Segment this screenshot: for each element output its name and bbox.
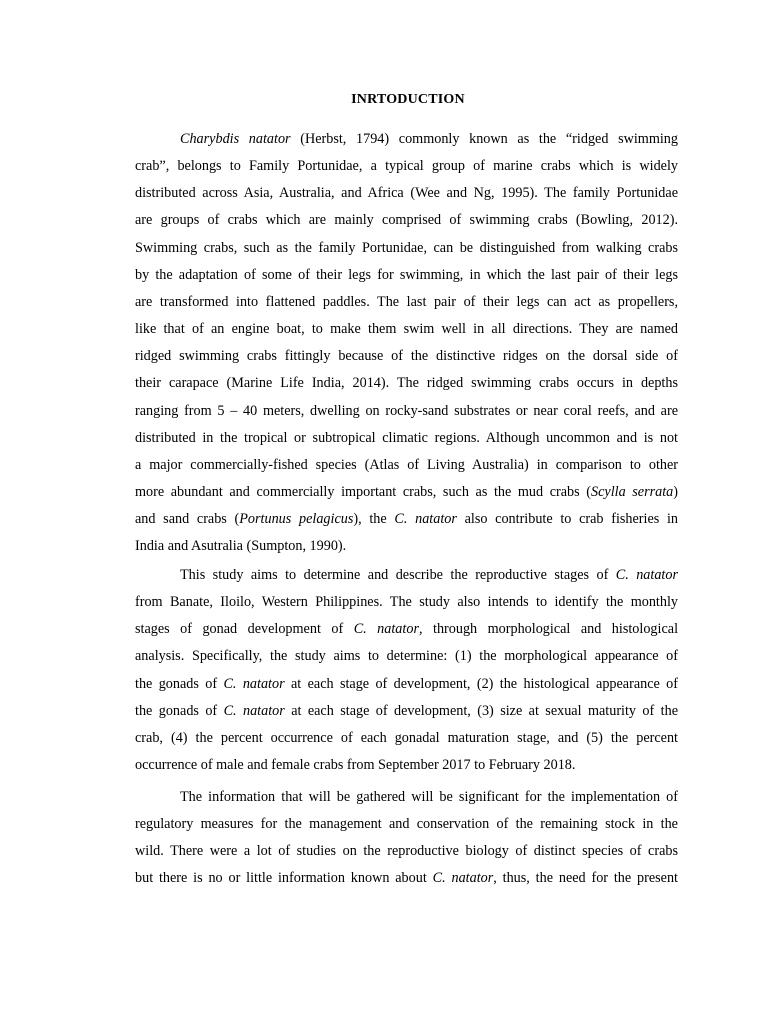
italic-species-name: C. natator [223, 675, 285, 692]
paragraph-2-line: analysis. Specifically, the study aims to determine: (1) the morphological appearance of [135, 648, 678, 665]
paragraph-2-line: the gonads of C. natator at each stage of development, (2) the histological appearance of [135, 675, 678, 692]
paragraph-2-line: the gonads of C. natator at each stage of development, (3) size at sexual maturity of the [135, 702, 678, 719]
italic-species-name: C. natator [432, 870, 494, 887]
paragraph-1-line: like that of an engine boat, to make them swim well in all directions. They are named [135, 321, 678, 338]
italic-species-name: C. natator [615, 567, 678, 583]
paragraph-1-line: their carapace (Marine Life India, 2014). The ridged swimming crabs occurs in depths [135, 375, 678, 392]
paragraph-1-line: India and Asutralia (Sumpton, 1990). [135, 538, 347, 555]
paragraph-2-line: from Banate, Iloilo, Western Philippines. The study also intends to identify the monthly [135, 594, 678, 611]
paragraph-1-line: are transformed into flattened paddles. The last pair of their legs can act as propellers, [135, 293, 678, 310]
italic-species-name: C. natator [223, 702, 285, 719]
paragraph-1-line: distributed in the tropical or subtropical climatic regions. Although uncommon and is not [135, 429, 678, 446]
paragraph-1-line: ranging from 5 – 40 meters, dwelling on rocky-sand substrates or near coral reefs, and are [135, 402, 678, 419]
paragraph-3-line: wild. There were a lot of studies on the reproductive biology of distinct species of crabs [135, 843, 678, 860]
italic-species-name: Charybdis natator [180, 131, 291, 147]
italic-species-name: Scylla serrata [591, 483, 674, 500]
paragraph-3-line: regulatory measures for the management and conservation of the remaining stock in the [135, 816, 678, 833]
paragraph-1-line: and sand crabs (Portunus pelagicus), the C. natator also contribute to crab fisheries in [135, 511, 679, 528]
paragraph-1-line: a major commercially-fished species (Atlas of Living Australia) in comparison to other [135, 456, 678, 473]
paragraph-3-line: The information that will be gathered will be significant for the implementation of [180, 789, 678, 805]
paragraph-1-line: by the adaptation of some of their legs for swimming, in which the last pair of their legs [135, 266, 678, 283]
paragraph-1-line: are groups of crabs which are mainly comprised of swimming crabs (Bowling, 2012). [135, 212, 678, 229]
paragraph-1-line: crab”, belongs to Family Portunidae, a typical group of marine crabs which is widely [135, 158, 678, 175]
paragraph-2-line: This study aims to determine and describe the reproductive stages of C. natator [180, 567, 678, 583]
paragraph-2-line: crab, (4) the percent occurrence of each gonadal maturation stage, and (5) the percent [135, 729, 678, 746]
italic-species-name: C. natator [353, 621, 419, 638]
paragraph-2-line: occurrence of male and female crabs from September 2017 to February 2018. [135, 757, 576, 774]
paragraph-1-line: Swimming crabs, such as the family Portunidae, can be distinguished from walking crabs [135, 239, 678, 256]
paragraph-3-line: but there is no or little information known about C. natator, thus, the need for the present [135, 870, 678, 887]
paragraph-1-line: Charybdis natator (Herbst, 1794) commonly known as the “ridged swimming [180, 131, 678, 147]
paragraph-1-line: more abundant and commercially important crabs, such as the mud crabs (Scylla serrata) [135, 483, 678, 500]
italic-species-name: C. natator [394, 511, 457, 528]
paragraph-1-line: distributed across Asia, Australia, and Africa (Wee and Ng, 1995). The family Portunidae [135, 185, 678, 202]
paragraph-2-line: stages of gonad development of C. natator, through morphological and histological [135, 621, 679, 638]
section-heading: INRTODUCTION [351, 92, 465, 107]
italic-species-name: Portunus pelagicus [239, 511, 354, 528]
paragraph-1-line: ridged swimming crabs fittingly because of the distinctive ridges on the dorsal side of [135, 348, 678, 365]
